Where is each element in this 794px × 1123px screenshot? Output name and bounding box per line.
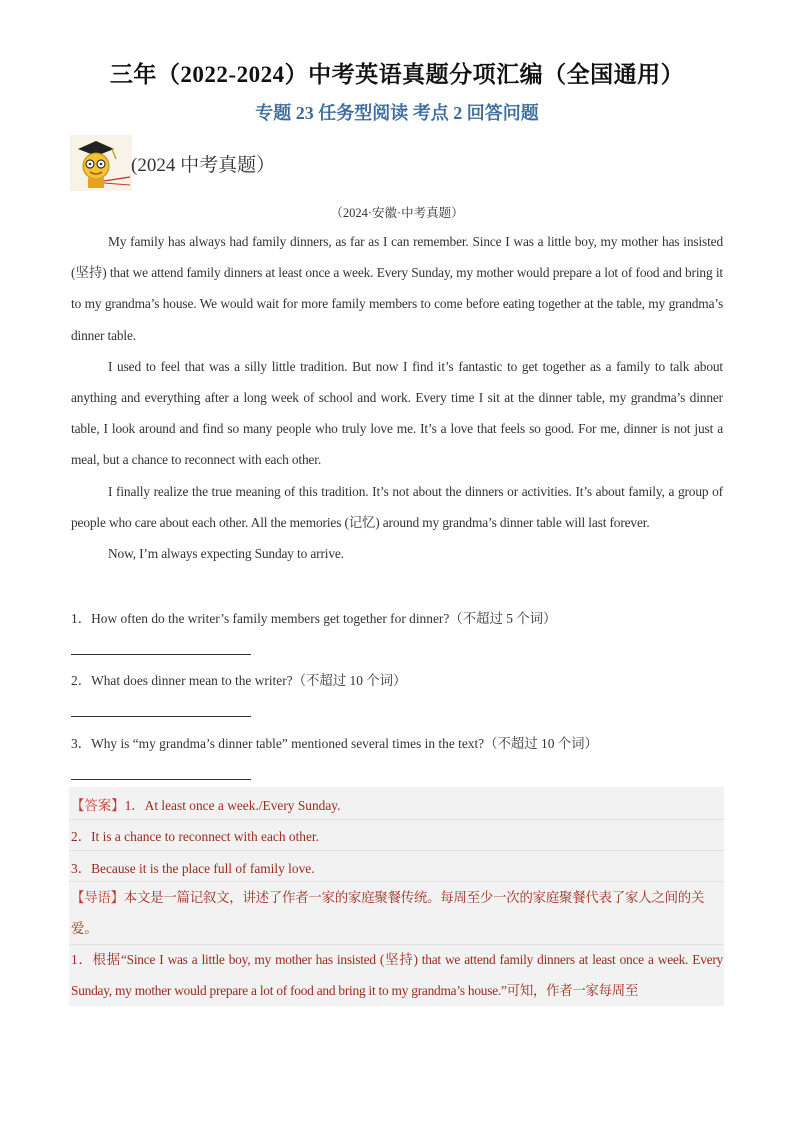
guide-paragraph [71,882,723,945]
answer-blank-2[interactable] [71,716,251,717]
answer-tag: 【答案】 [71,798,125,813]
answer-text: 1．At least once a week./Every Sunday. [124,798,341,813]
guide-text: 本文是一篇记叙文，讲述了作者一家的家庭聚餐传统。每周至少一次的家庭聚餐代表了家人之间的关爱。 [71,890,705,937]
answer-2: 2．It is a chance to reconnect with each other. [71,829,319,844]
guide-tag: 【导语】 [71,890,124,905]
question-2: 2．What does dinner mean to the writer?（不超过 10 个词） [71,673,407,688]
main-title: 三年（2022-2024）中考英语真题分项汇编（全国通用） [109,62,685,87]
divider [69,850,724,851]
topic-subtitle: 专题 23 任务型阅读 考点 2 回答问题 [255,103,539,123]
passage-paragraph: Now, I’m always expecting Sunday to arrive. [108,546,344,562]
graduate-mascot-icon [70,135,132,191]
explanation-paragraph: 1．根据“Since I was a little boy, my mother has insisted (坚持) that we attend family dinners at least once a week. Every Sunday, my mother would prepare a lot of food and bring it to my grandma’s house.”可知，作者一家每周至 [71,952,723,999]
answer-1 [71,795,340,814]
passage-paragraph: My family has always had family dinners, as far as I can remember. Since I was a little boy, my mother has insisted (坚持) that we attend family dinners at least once a week. Every Sunday, my mother would prepare a lot of food and bring it to my grandma’s house. We would wait for more family members to come before eating together at the table, my grandma’s dinner table. [71,234,723,343]
year-heading: (2024 中考真题） [131,155,276,176]
answer-blank-1[interactable] [71,654,251,655]
question-1: 1．How often do the writer’s family members get together for dinner?（不超过 5 个词） [71,611,557,626]
divider [69,819,724,820]
passage-paragraph: I used to feel that was a silly little tradition. But now I find it’s fantastic to get together as a family to talk about anything and everything after a long week of school and work. Every time I sit at the dinner table, my grandma’s dinner table, I look around and find so many people who truly love me. It’s a love that feels so good. For me, dinner is not just a meal, but a chance to reconnect with each other. [71,358,723,468]
answer-blank-3[interactable] [71,779,251,780]
passage-paragraph: I finally realize the true meaning of this tradition. It’s not about the dinners or activities. It’s about family, a group of people who care about each other. All the memories (记忆) around my grandma’s dinner table will last forever. [71,483,723,530]
answer-3: 3．Because it is the place full of family love. [71,861,315,876]
reading-passage [71,226,723,569]
question-source: （2024·安徽·中考真题） [330,206,464,220]
question-3: 3．Why is “my grandma’s dinner table” mentioned several times in the text?（不超过 10 个词） [71,736,598,751]
